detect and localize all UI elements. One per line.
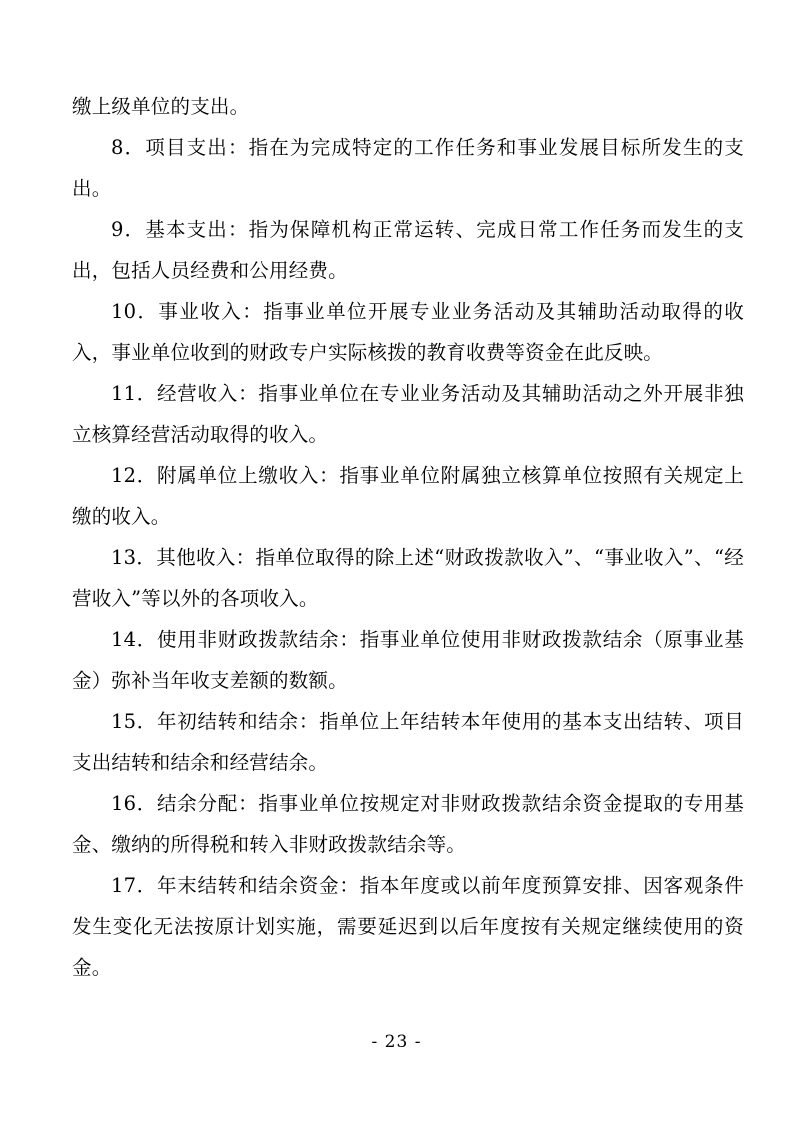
paragraph-item-17: 17．年末结转和结余资金：指本年度或以前年度预算安排、因客观条件发生变化无法按原计划实施，需要延迟到以后年度按有关规定继续使用的资金。 (72, 874, 744, 979)
paragraph-continued: 缴上级单位的支出。 (72, 95, 250, 118)
paragraph-item-9: 9．基本支出：指为保障机构正常运转、完成日常工作任务而发生的支出，包括人员经费和公用经费。 (72, 218, 744, 282)
document-body (72, 86, 744, 988)
paragraph-item-10: 10．事业收入：指事业单位开展专业业务活动及其辅助活动取得的收入，事业单位收到的财政专户实际核拨的教育收费等资金在此反映。 (72, 300, 744, 364)
paragraph-item-16: 16．结余分配：指事业单位按规定对非财政拨款结余资金提取的专用基金、缴纳的所得税和转入非财政拨款结余等。 (72, 792, 744, 856)
paragraph-item-8: 8．项目支出：指在为完成特定的工作任务和事业发展目标所发生的支出。 (72, 136, 744, 200)
paragraph-item-12: 12．附属单位上缴收入：指事业单位附属独立核算单位按照有关规定上缴的收入。 (72, 464, 744, 528)
paragraph-item-14: 14．使用非财政拨款结余：指事业单位使用非财政拨款结余（原事业基金）弥补当年收支差额的数额。 (72, 628, 744, 692)
paragraph-item-11: 11．经营收入：指事业单位在专业业务活动及其辅助活动之外开展非独立核算经营活动取得的收入。 (72, 382, 744, 446)
paragraph-item-15: 15．年初结转和结余：指单位上年结转本年使用的基本支出结转、项目支出结转和结余和经营结余。 (72, 710, 744, 774)
paragraph-item-13: 13．其他收入：指单位取得的除上述“财政拨款收入”、“事业收入”、“经营收入”等以外的各项收入。 (72, 546, 744, 610)
page-number: - 23 - (371, 1032, 422, 1052)
